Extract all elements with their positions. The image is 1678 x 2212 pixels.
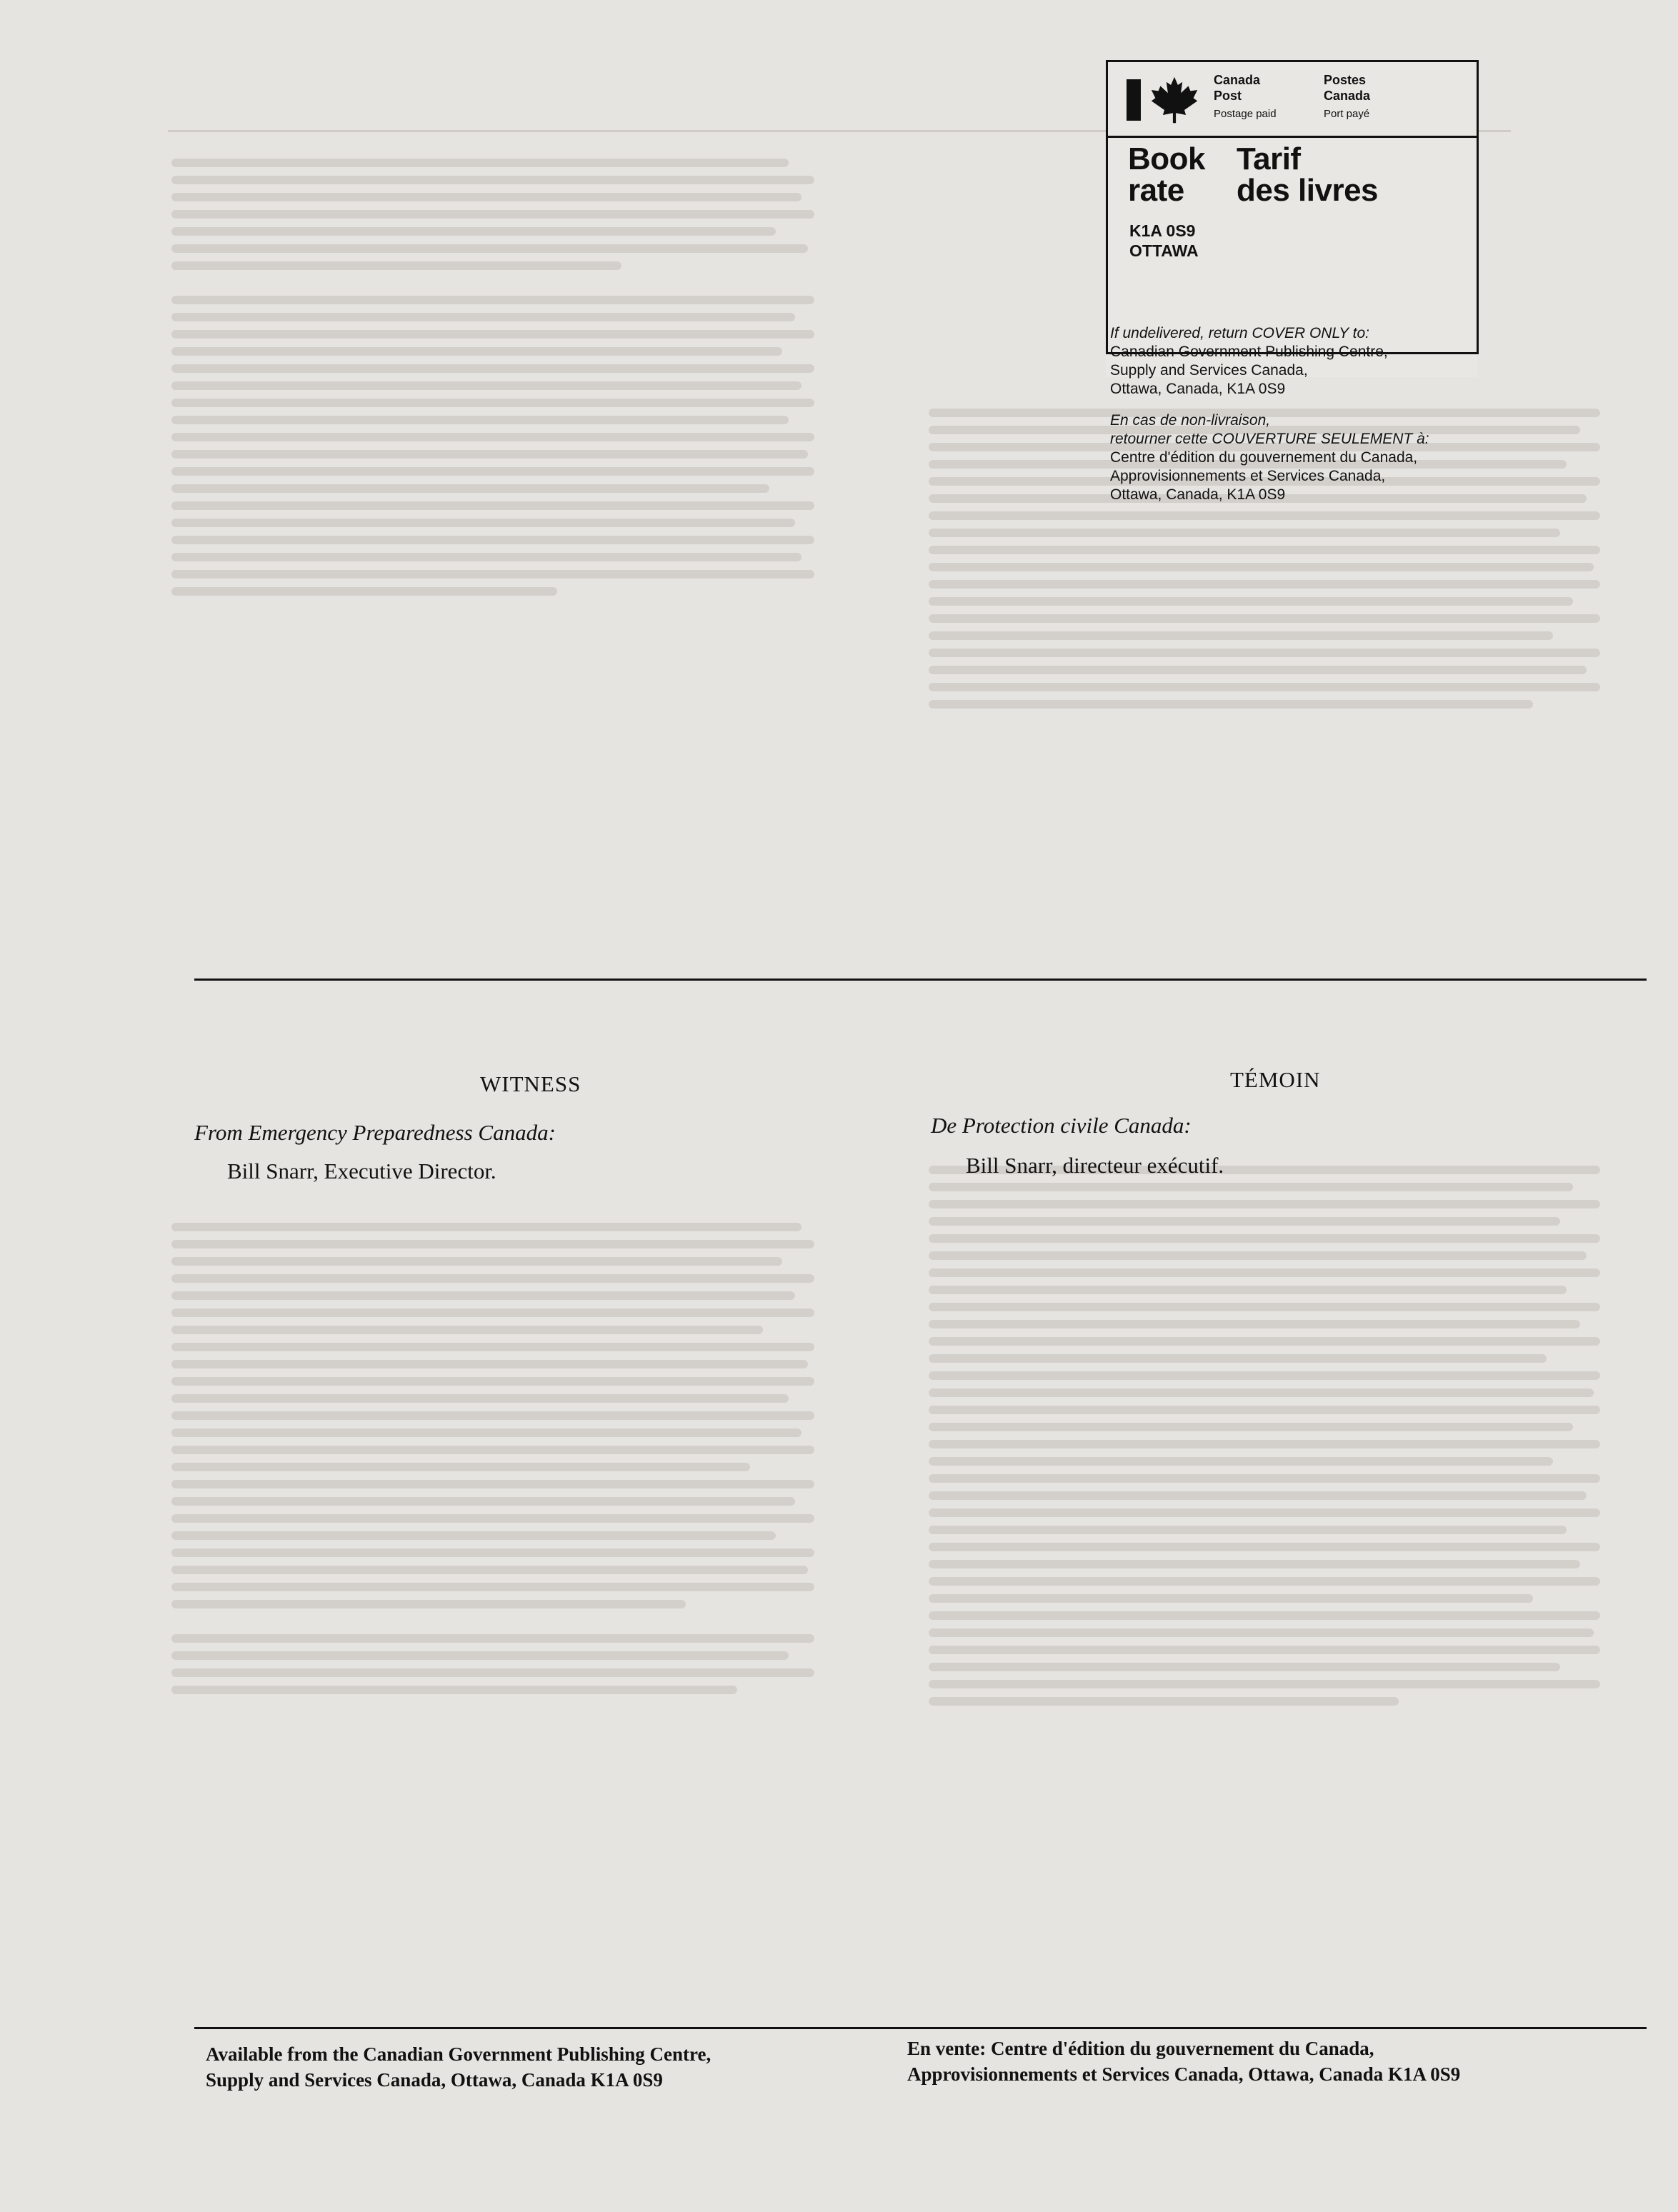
notice-line: Ottawa, Canada, K1A 0S9 xyxy=(1110,486,1286,503)
bleed-through-left xyxy=(171,150,814,604)
canada-post-header xyxy=(1106,60,1479,138)
notice-line: Centre d'édition du gouvernement du Canada, xyxy=(1110,449,1418,466)
notice-line: Ottawa, Canada, K1A 0S9 xyxy=(1110,381,1286,397)
postes-canada-fr: Postes Canada xyxy=(1324,73,1371,103)
witness-name-en: Bill Snarr, Executive Director. xyxy=(227,1158,496,1183)
book-rate-label: Book rate xyxy=(1128,141,1205,208)
postage-paid-en: Postage paid xyxy=(1214,108,1277,120)
footer-availability-en: Available from the Canadian Government Publishing Centre, Supply and Services Canada, Ottawa, Canada K1A 0S9 xyxy=(206,2043,711,2091)
book-rate-box xyxy=(1106,136,1479,354)
witness-org-fr: De Protection civile Canada: xyxy=(931,1113,1192,1138)
witness-divider xyxy=(194,979,1647,981)
witness-heading-en: WITNESS xyxy=(480,1071,581,1096)
port-paye-fr: Port payé xyxy=(1324,108,1370,120)
maple-leaf-icon xyxy=(1149,75,1199,125)
notice-line: En cas de non-livraison, xyxy=(1110,412,1271,429)
notice-line: Approvisionnements et Services Canada, xyxy=(1110,468,1386,484)
notice-line: Supply and Services Canada, xyxy=(1110,362,1308,379)
return-notice-en xyxy=(1110,324,1524,399)
flag-bar-icon xyxy=(1127,79,1141,121)
witness-org-en: From Emergency Preparedness Canada: xyxy=(194,1120,556,1145)
notice-line: If undelivered, return COVER ONLY to: xyxy=(1110,325,1370,341)
canada-post-en: Canada Post xyxy=(1214,73,1261,103)
notice-line: retourner cette COUVERTURE SEULEMENT à: xyxy=(1110,431,1429,447)
witness-heading-fr: TÉMOIN xyxy=(1230,1067,1321,1092)
notice-line: Canadian Government Publishing Centre, xyxy=(1110,344,1388,360)
postal-code: K1A 0S9 xyxy=(1129,221,1196,240)
postal-city: OTTAWA xyxy=(1129,241,1199,260)
return-notice-fr xyxy=(1110,411,1524,504)
bleed-through-right-lower xyxy=(929,1157,1600,1714)
footer-divider xyxy=(194,2027,1647,2029)
bleed-through-left-lower xyxy=(171,1214,814,1703)
footer-availability-fr: En vente: Centre d'édition du gouvernement du Canada, Approvisionnements et Services Canada, Ottawa, Canada K1A 0S9 xyxy=(907,2038,1461,2085)
tarif-livres-label: Tarif des livres xyxy=(1237,141,1379,208)
witness-name-fr: Bill Snarr, directeur exécutif. xyxy=(966,1153,1224,1178)
